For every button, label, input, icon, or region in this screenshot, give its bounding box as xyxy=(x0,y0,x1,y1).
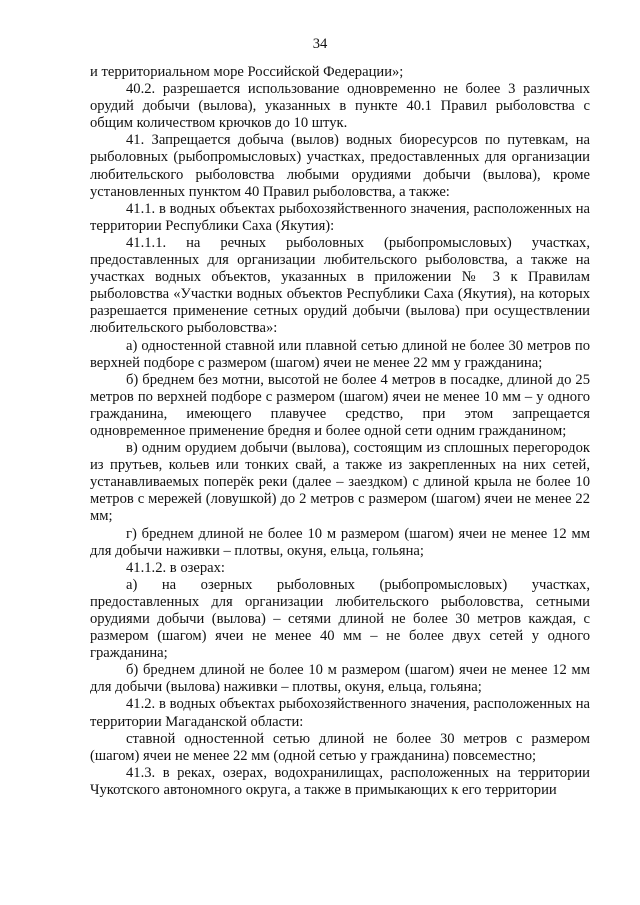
paragraph-41: 41. Запрещается добыча (вылов) водных биоресурсов по путевкам, на рыболовных (рыбопромысловых) участках, предоставленных для организации любительского рыболовства любыми орудиями добычи (вылова), кроме установленных пунктом 40 Правил рыболовства, а также: xyxy=(90,132,590,200)
paragraph-41-2-item: ставной одностенной сетью длиной не более 30 метров с размером (шагом) ячеи не менее 22 мм (одной сетью у гражданина) повсеместно; xyxy=(90,730,590,764)
paragraph-41-1-1-v: в) одним орудием добычи (вылова), состоящим из сплошных перегородок из прутьев, кольев или тонких свай, а также из закрепленных на них сетей, устанавливаемых поперёк реки (далее – заездком) с длиной крыла не более 10 метров с мережей (ловушкой) до 2 метров с размером (шагом) ячеи не менее 22 мм; xyxy=(90,440,590,525)
paragraph-41-1-1: 41.1.1. на речных рыболовных (рыбопромысловых) участках, предоставленных для организации любительского рыболовства, а также на участках водных объектов, указанных в приложении № 3 к Правилам рыболовства «Участки водных объектов Республики Саха (Якутия), на которых разрешается применение сетных орудий добычи (вылова) при осуществлении любительского рыболовства»: xyxy=(90,234,590,337)
paragraph-41-1-2-a: а) на озерных рыболовных (рыбопромысловых) участках, предоставленных для организации любительского рыболовства, сетными орудиями добычи (вылова) – сетями длиной не более 30 метров каждая, с размером (шагом) ячеи не менее 40 мм – не более двух сетей у одного гражданина; xyxy=(90,576,590,662)
document-body xyxy=(90,64,590,799)
paragraph-40-2: 40.2. разрешается использование одновременно не более 3 различных орудий добычи (вылова), указанных в пункте 40.1 Правил рыболовства с общим количеством крючков до 10 штук. xyxy=(90,81,590,132)
paragraph-41-2: 41.2. в водных объектах рыбохозяйственного значения, расположенных на территории Магаданской области: xyxy=(90,696,590,730)
paragraph-41-3: 41.3. в реках, озерах, водохранилищах, расположенных на территории Чукотского автономного округа, а также в примыкающих к его территории xyxy=(90,764,590,798)
paragraph-41-1-2-b: б) бреднем длиной не более 10 м размером (шагом) ячеи не менее 12 мм для добычи (вылова) наживки – плотвы, окуня, ельца, гольяна; xyxy=(90,662,590,696)
paragraph-41-1-2: 41.1.2. в озерах: xyxy=(126,559,225,576)
paragraph-41-1-1-a: а) одностенной ставной или плавной сетью длиной не более 30 метров по верхней подборе с размером (шагом) ячеи не менее 22 мм у гражданина; xyxy=(90,337,590,371)
paragraph-41-1-1-g: г) бреднем длиной не более 10 м размером (шагом) ячеи не менее 12 мм для добычи наживки – плотвы, окуня, ельца, гольяна; xyxy=(90,525,590,559)
paragraph-41-1-1-b: б) бреднем без мотни, высотой не более 4 метров в посадке, длиной до 25 метров по верхней подборе с размером (шагом) ячеи не менее 10 мм – у одного гражданина, имеющего плавучее средство, при этом запрещается одновременное применение бредня и более одной сети одним гражданином; xyxy=(90,371,590,439)
paragraph-continuation: и территориальном море Российской Федерации»; xyxy=(90,64,404,80)
page-number: 34 xyxy=(312,36,328,52)
paragraph-41-1: 41.1. в водных объектах рыбохозяйственного значения, расположенных на территории Республики Саха (Якутия): xyxy=(90,200,590,234)
